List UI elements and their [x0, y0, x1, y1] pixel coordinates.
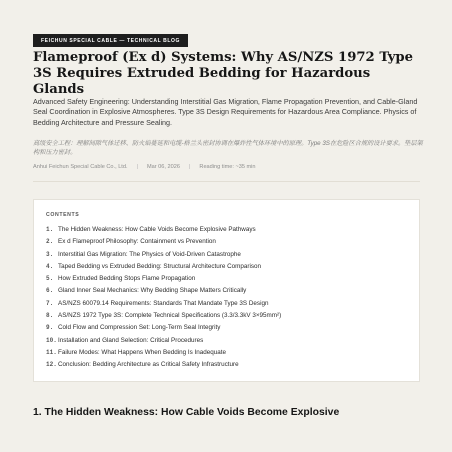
article-meta: [33, 164, 256, 170]
toc-item-number: 6.: [46, 287, 54, 295]
toc-item-number: 8.: [46, 312, 54, 320]
toc-item[interactable]: [46, 273, 281, 285]
article-subtitle-chinese: 高级安全工程：理解间隙气体迁移、防火焰蔓延和电缆-格兰头密封协调在爆炸性气体环境中的原理。Type 3S在危险区合规的设计要求。垫层架构和压力密封。: [33, 140, 423, 156]
toc-item-number: 2.: [46, 238, 54, 246]
toc-item[interactable]: [46, 224, 281, 236]
toc-item-label[interactable]: AS/NZS 1972 Type 3S: Complete Technical Specifications (3.3/3.3kV 3×95mm²): [58, 312, 282, 320]
meta-separator: |: [136, 164, 138, 170]
meta-reading-time: Reading time: ~35 min: [199, 164, 256, 170]
toc-item[interactable]: [46, 322, 281, 334]
toc-item-label[interactable]: Installation and Gland Selection: Critical Procedures: [58, 336, 204, 344]
toc-item[interactable]: [46, 298, 281, 310]
toc-item-label[interactable]: The Hidden Weakness: How Cable Voids Become Explosive Pathways: [58, 226, 256, 233]
toc-item-number: 12.: [46, 361, 57, 369]
toc-item[interactable]: [46, 310, 281, 322]
toc-item[interactable]: [46, 359, 281, 371]
toc-item-number: 5.: [46, 275, 54, 283]
toc-item[interactable]: [46, 261, 281, 273]
table-of-contents: [33, 199, 420, 382]
toc-item-number: 10.: [46, 336, 57, 344]
toc-item-number: 4.: [46, 262, 54, 270]
toc-list: [46, 224, 281, 372]
toc-item-label[interactable]: Cold Flow and Compression Set: Long-Term Seal Integrity: [58, 324, 221, 332]
meta-date: Mar 06, 2026: [146, 164, 180, 170]
toc-item-label[interactable]: Gland Inner Seal Mechanics: Why Bedding Shape Matters Critically: [58, 287, 247, 295]
article-subtitle: Advanced Safety Engineering: Understanding Interstitial Gas Migration, Flame Propagation Prevention, and Cable-Gland Seal Coordination in Explosive Atmospheres. Type 3S Design Requirements for Hazardous Area Compliance. Physics of Bedding Architecture and Pressure Sealing.: [33, 97, 418, 127]
toc-item-label[interactable]: How Extruded Bedding Stops Flame Propagation: [58, 275, 196, 283]
header-divider: [33, 181, 420, 182]
toc-item[interactable]: [46, 236, 281, 248]
toc-item-label[interactable]: Interstitial Gas Migration: The Physics of Void-Driven Catastrophe: [58, 250, 241, 258]
toc-item-label[interactable]: Conclusion: Bedding Architecture as Critical Safety Infrastructure: [58, 361, 239, 369]
toc-item[interactable]: [46, 347, 281, 359]
toc-item-number: 3.: [46, 250, 54, 258]
toc-item-label[interactable]: AS/NZS 60079.14 Requirements: Standards That Mandate Type 3S Design: [58, 299, 269, 307]
toc-item-number: 9.: [46, 324, 54, 332]
toc-item[interactable]: [46, 335, 281, 347]
article-title: Flameproof (Ex d) Systems: Why AS/NZS 1972 Type 3S Requires Extruded Bedding for Hazardous Glands: [33, 50, 413, 97]
toc-item[interactable]: [46, 285, 281, 297]
blog-category-tag: FEICHUN SPECIAL CABLE — TECHNICAL BLOG: [33, 34, 188, 47]
toc-item-number: 7.: [46, 299, 54, 307]
toc-item-label[interactable]: Taped Bedding vs Extruded Bedding: Structural Architecture Comparison: [58, 262, 262, 270]
toc-item[interactable]: [46, 249, 281, 261]
meta-separator: |: [188, 164, 191, 170]
toc-item-label[interactable]: Ex d Flameproof Philosophy: Containment vs Prevention: [58, 238, 216, 246]
toc-item-number: 11.: [46, 348, 57, 356]
toc-heading: CONTENTS: [46, 212, 80, 218]
section-heading: 1. The Hidden Weakness: How Cable Voids Become Explosive: [33, 407, 340, 418]
toc-item-label[interactable]: Failure Modes: What Happens When Bedding Is Inadequate: [58, 348, 227, 356]
meta-author: Anhui Feichun Special Cable Co., Ltd.: [33, 164, 128, 170]
toc-item-number: 1.: [46, 226, 54, 233]
